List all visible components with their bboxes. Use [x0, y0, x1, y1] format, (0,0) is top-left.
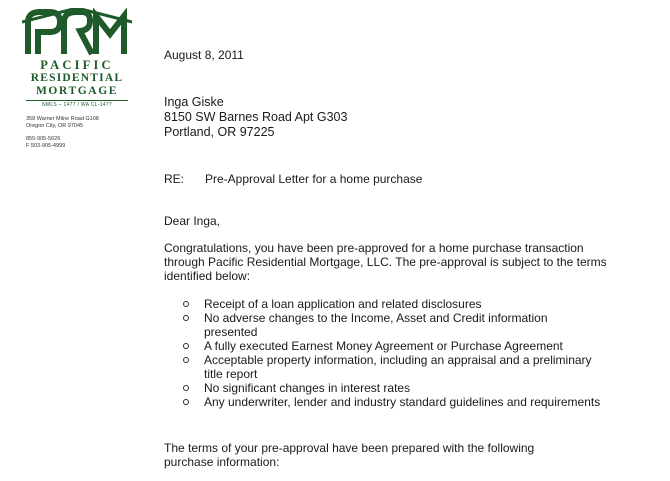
brand-name-line-3: MORTGAGE: [35, 85, 119, 97]
brand-divider: [26, 100, 128, 101]
nmls-number: NMLS – 1477 / WA CL-1477: [41, 102, 113, 108]
fax-number: F 503-905-4999: [26, 143, 66, 149]
subject-line: [164, 172, 422, 186]
condition-list: [182, 297, 602, 409]
list-item: Acceptable property information, including an appraisal and a preliminary title report: [182, 353, 602, 381]
salutation: Dear Inga,: [164, 214, 221, 228]
recipient-name: Inga Giske: [164, 95, 224, 109]
phone-number: 855-905-5626: [26, 136, 61, 142]
brand-name-line-1: PACIFIC: [40, 58, 114, 72]
purchase-info-paragraph: The terms of your pre-approval have been prepared with the following purchase information:: [164, 441, 535, 469]
prm-logo-icon: [22, 8, 132, 58]
recipient-city: Portland, OR 97225: [164, 125, 275, 139]
address-line-2: Oregon City, OR 97045: [26, 123, 84, 129]
list-item: No significant changes in interest rates: [182, 381, 602, 395]
list-item: Any underwriter, lender and industry standard guidelines and requirements: [182, 395, 602, 409]
company-logo: [22, 8, 132, 150]
brand-name-line-2: RESIDENTIAL: [30, 72, 124, 84]
intro-paragraph: Congratulations, you have been pre-approved for a home purchase transaction through Pacific Residential Mortgage, LLC. The pre-approval is subject to the terms identified below:: [164, 241, 607, 283]
list-item: No adverse changes to the Income, Asset and Credit information presented: [182, 311, 602, 339]
subject-text: Pre-Approval Letter for a home purchase: [205, 172, 423, 186]
company-contact: [26, 116, 132, 150]
recipient-address: [164, 95, 347, 140]
list-item: A fully executed Earnest Money Agreement or Purchase Agreement: [182, 339, 602, 353]
address-line-1: 358 Warner Milne Road G108: [26, 116, 99, 122]
letter-date: August 8, 2011: [164, 48, 244, 62]
list-item: Receipt of a loan application and related disclosures: [182, 297, 602, 311]
recipient-street: 8150 SW Barnes Road Apt G303: [164, 110, 348, 124]
subject-label: RE:: [164, 172, 185, 186]
